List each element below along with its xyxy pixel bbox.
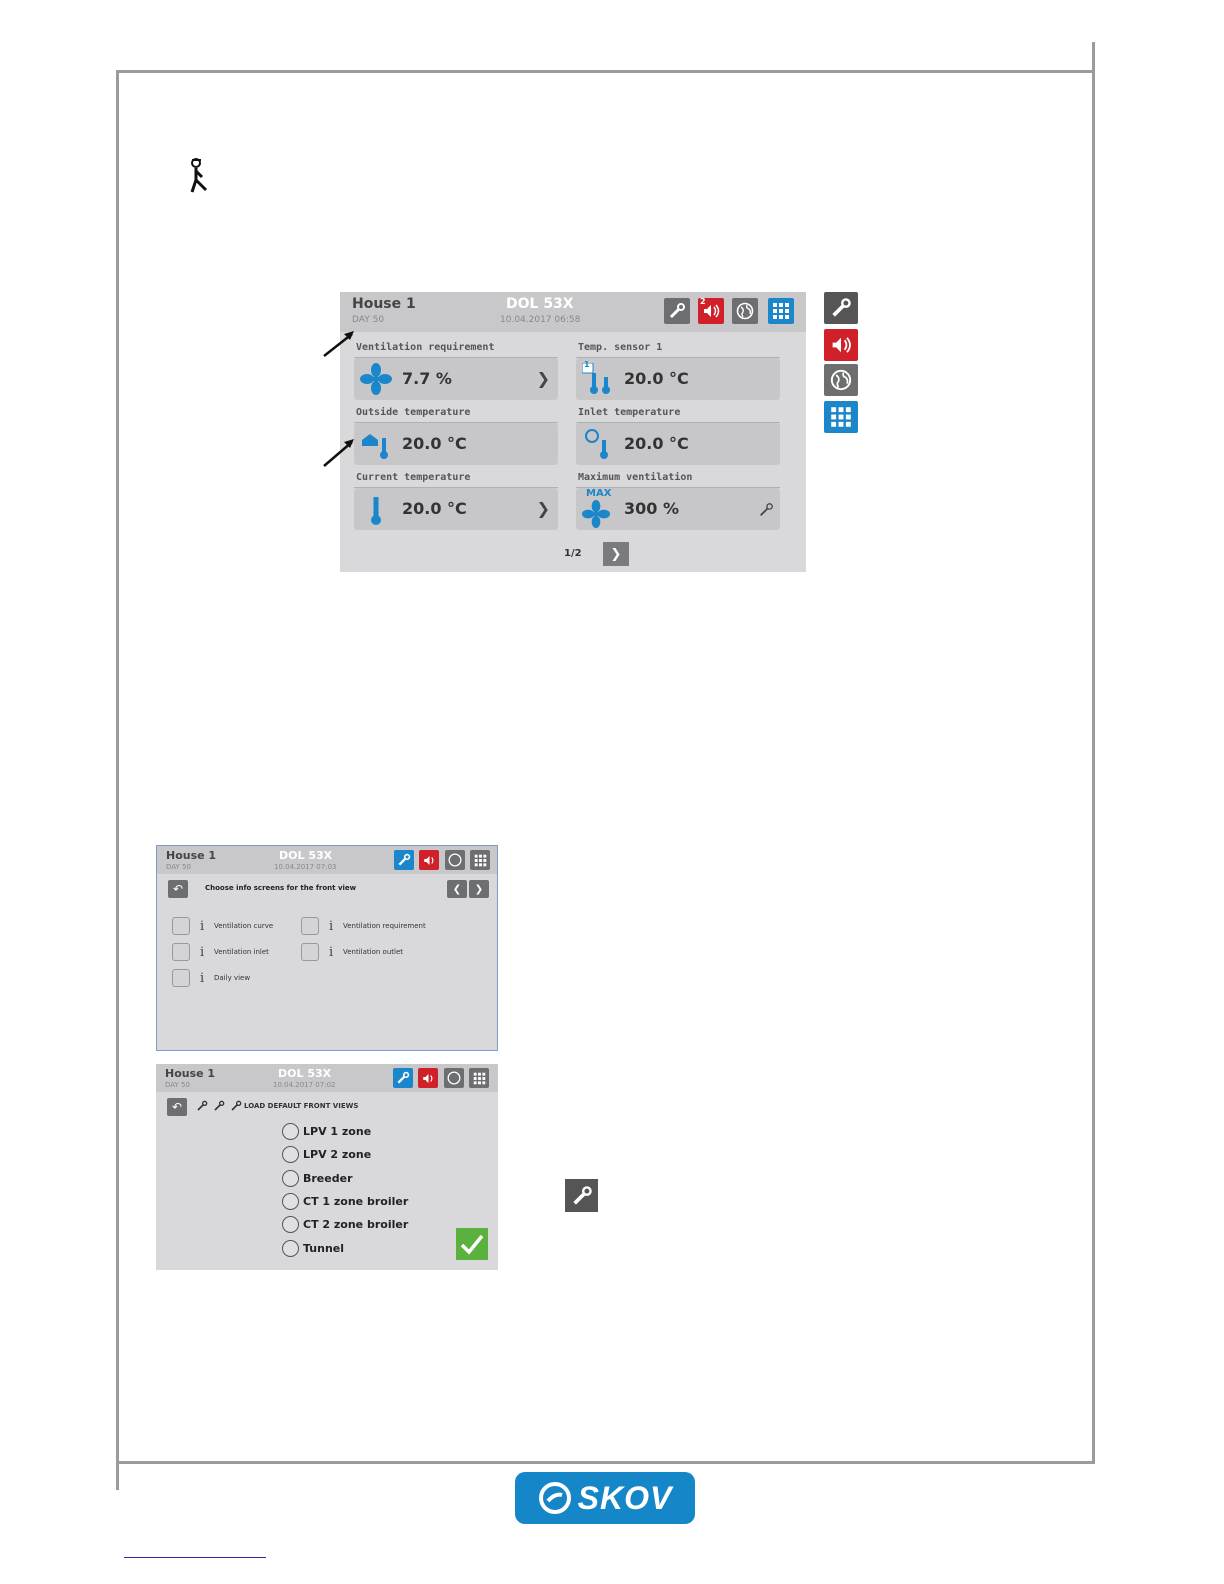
service-button[interactable] (664, 298, 690, 324)
tile-ventilation-requirement[interactable] (354, 342, 558, 400)
back-button[interactable] (168, 880, 188, 898)
tile-title: Outside temperature (354, 407, 558, 423)
option-ventilation-curve[interactable] (172, 917, 273, 935)
sensor-number-badge: 1 (584, 360, 590, 369)
prev-button[interactable] (447, 880, 467, 898)
tile-value: 20.0 °C (402, 499, 467, 518)
option-breeder[interactable] (282, 1170, 353, 1187)
wrench-icon (396, 1071, 410, 1085)
info-screens-screen (156, 845, 498, 1051)
logo-text: SKOV (577, 1479, 673, 1516)
info-icon[interactable]: i (200, 970, 205, 986)
inlet-thermometer-icon (582, 428, 616, 462)
alarm-button[interactable] (698, 298, 724, 324)
info-icon[interactable]: i (329, 944, 334, 960)
logo-mark-icon (538, 1481, 572, 1515)
service-button[interactable] (394, 850, 414, 870)
controller-model: DOL 53X (506, 296, 574, 312)
legend-menu-button (824, 401, 858, 433)
wrench-icon (196, 1100, 208, 1112)
breadcrumb-label: LOAD DEFAULT FRONT VIEWS (244, 1102, 359, 1110)
checkbox[interactable] (172, 943, 190, 961)
wrench-icon[interactable] (758, 502, 774, 518)
option-ventilation-inlet[interactable] (172, 943, 269, 961)
legend-language-button (824, 364, 858, 396)
tile-value: 20.0 °C (624, 369, 689, 388)
house-name: House 1 (165, 1067, 216, 1080)
globe-icon (830, 369, 852, 391)
option-label: LPV 2 zone (303, 1148, 372, 1161)
option-label: Ventilation curve (214, 922, 274, 930)
radio-button[interactable] (282, 1123, 299, 1140)
datetime: 10.04.2017 06:58 (500, 315, 581, 325)
chevron-left-icon: ❮ (452, 883, 462, 895)
page-border-right (1092, 42, 1095, 1464)
option-label: Daily view (214, 974, 251, 982)
checkbox[interactable] (301, 943, 319, 961)
grid-icon (474, 854, 487, 867)
chevron-right-icon: ❯ (474, 883, 484, 895)
wrench-icon (571, 1185, 593, 1207)
language-button[interactable] (445, 850, 465, 870)
option-daily-view[interactable] (172, 969, 250, 987)
footer-link-underline[interactable] (124, 1557, 266, 1558)
globe-icon (448, 853, 462, 867)
wrench-icon (830, 297, 852, 319)
tile-value: 20.0 °C (624, 434, 689, 453)
radio-button[interactable] (282, 1170, 299, 1187)
option-lpv-1-zone[interactable] (282, 1123, 371, 1140)
page-border-top (116, 70, 1095, 73)
tile-title: Temp. sensor 1 (576, 342, 780, 358)
page-indicator: 1/2 (564, 548, 582, 559)
wrench-icon (213, 1100, 225, 1112)
grid-icon (772, 302, 790, 320)
confirm-button[interactable] (456, 1228, 488, 1260)
service-button[interactable] (393, 1068, 413, 1088)
menu-button[interactable] (470, 850, 490, 870)
house-name: House 1 (352, 296, 416, 312)
day-label: DAY 50 (166, 863, 191, 871)
legend-alarm-button (824, 329, 858, 361)
radio-button[interactable] (282, 1240, 299, 1257)
info-icon[interactable]: i (329, 918, 334, 934)
option-ct-1-zone-broiler[interactable] (282, 1193, 408, 1210)
option-label: Breeder (303, 1172, 353, 1185)
thermometer-icon (360, 493, 394, 527)
undo-arrow-icon: ↶ (171, 1100, 183, 1114)
option-label: Tunnel (303, 1242, 345, 1255)
grid-icon (473, 1072, 486, 1085)
service-button-legend (565, 1179, 598, 1212)
house-name: House 1 (166, 849, 217, 862)
language-button[interactable] (444, 1068, 464, 1088)
wrench-icon (668, 302, 686, 320)
screen-heading: Choose info screens for the front view (205, 884, 357, 892)
speaker-icon (421, 1071, 436, 1086)
tile-outside-temperature[interactable] (354, 407, 558, 465)
alarm-count: 2 (700, 297, 706, 306)
tile-title: Current temperature (354, 472, 558, 488)
controller-model: DOL 53X (278, 1067, 332, 1080)
next-page-button[interactable] (603, 542, 629, 566)
arrow-pointer-icon (322, 328, 358, 358)
chevron-right-icon: ❯ (536, 499, 550, 518)
breadcrumb (196, 1100, 358, 1112)
option-ventilation-requirement[interactable] (301, 917, 426, 935)
option-ventilation-outlet[interactable] (301, 943, 403, 961)
page-border-left (116, 70, 119, 1490)
back-button[interactable] (167, 1098, 187, 1116)
menu-button[interactable] (768, 298, 794, 324)
speaker-icon (422, 853, 437, 868)
checkbox[interactable] (172, 917, 190, 935)
tile-maximum-ventilation[interactable] (576, 472, 780, 530)
chevron-right-icon: ❯ (536, 369, 550, 388)
outside-thermometer-icon (360, 428, 394, 462)
fan-icon (582, 500, 610, 528)
tile-title: Inlet temperature (576, 407, 780, 423)
option-label: LPV 1 zone (303, 1125, 372, 1138)
max-badge: MAX (586, 488, 612, 499)
tile-title: Maximum ventilation (576, 472, 780, 488)
tile-value: 7.7 % (402, 369, 452, 388)
wrench-icon (230, 1100, 242, 1112)
wrench-icon (397, 853, 411, 867)
option-tunnel[interactable] (282, 1240, 344, 1257)
globe-icon (736, 302, 754, 320)
tile-inlet-temperature[interactable] (576, 407, 780, 465)
globe-icon (447, 1071, 461, 1085)
option-label: CT 2 zone broiler (303, 1218, 409, 1231)
option-label: Ventilation outlet (343, 948, 404, 956)
day-label: DAY 50 (165, 1081, 190, 1089)
tile-value: 20.0 °C (402, 434, 467, 453)
arrow-pointer-icon (322, 436, 358, 468)
info-icon[interactable]: i (200, 944, 205, 960)
info-icon[interactable]: i (200, 918, 205, 934)
menu-button[interactable] (469, 1068, 489, 1088)
tile-temp-sensor-1[interactable] (576, 342, 780, 400)
option-label: CT 1 zone broiler (303, 1195, 409, 1208)
datetime: 10.04.2017 07:03 (274, 863, 337, 871)
tile-value: 300 % (624, 499, 679, 518)
radio-button[interactable] (282, 1193, 299, 1210)
checkbox[interactable] (301, 917, 319, 935)
undo-arrow-icon: ↶ (172, 882, 184, 896)
day-label: DAY 50 (352, 315, 385, 325)
datetime: 10.04.2017 07:02 (273, 1081, 336, 1089)
checkmark-icon (459, 1231, 485, 1257)
screen-header (340, 292, 806, 332)
option-ct-2-zone-broiler[interactable] (282, 1216, 408, 1233)
next-button[interactable] (469, 880, 489, 898)
controller-model: DOL 53X (279, 849, 333, 862)
alarm-button[interactable] (419, 850, 439, 870)
grid-icon (830, 406, 852, 428)
load-default-views-screen (156, 1064, 498, 1270)
speaker-icon (829, 333, 853, 357)
tile-current-temperature[interactable] (354, 472, 558, 530)
page-border-bottom (116, 1461, 1095, 1464)
option-label: Ventilation requirement (343, 922, 426, 930)
fan-icon (360, 363, 392, 395)
alarm-button[interactable] (418, 1068, 438, 1088)
chevron-right-icon: ❯ (610, 546, 622, 562)
option-lpv-2-zone[interactable] (282, 1146, 371, 1163)
front-view-screen (340, 292, 806, 572)
skov-logo (515, 1472, 695, 1524)
technician-icon (186, 158, 210, 194)
option-label: Ventilation inlet (214, 948, 269, 956)
radio-button[interactable] (282, 1146, 299, 1163)
tile-title: Ventilation requirement (354, 342, 558, 358)
checkbox[interactable] (172, 969, 190, 987)
radio-button[interactable] (282, 1216, 299, 1233)
legend-service-button (824, 292, 858, 324)
language-button[interactable] (732, 298, 758, 324)
